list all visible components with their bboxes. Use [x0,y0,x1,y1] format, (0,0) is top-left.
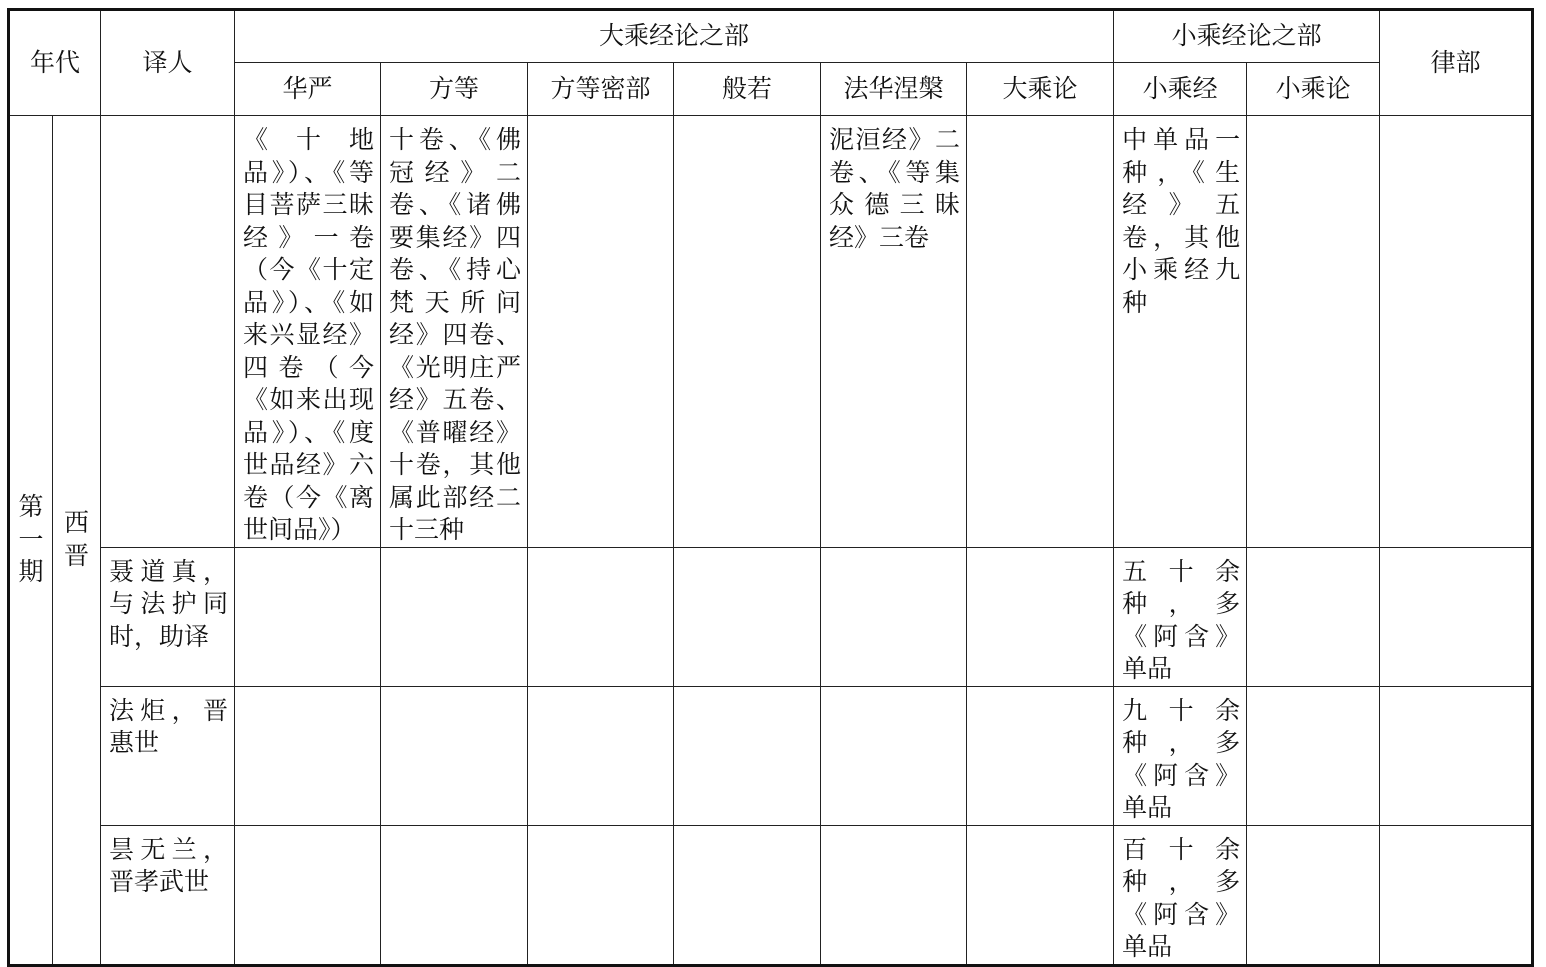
period-label: 第一期 [18,492,44,586]
fangdeng-mi-cell [528,825,674,965]
fangdeng-cell [381,825,528,965]
xiaosheng-lun-cell [1247,686,1380,825]
dasheng-lun-cell [967,547,1114,686]
lv-cell [1380,825,1533,965]
dasheng-lun-cell [967,825,1114,965]
xiaosheng-lun-cell [1247,116,1380,548]
lv-cell [1380,686,1533,825]
huayan-cell [235,547,381,686]
fangdeng-mi-cell [528,686,674,825]
translator-cell [101,116,235,548]
header-mahayana-group: 大乘经论之部 [235,10,1114,63]
table-row [9,116,1533,548]
header-vinaya: 律部 [1380,10,1533,116]
table-row [9,547,1533,686]
table-row [9,825,1533,965]
header-hinayana-group: 小乘经论之部 [1114,10,1380,63]
fangdeng-cell [381,686,528,825]
bore-cell [674,825,821,965]
huayan-cell [235,686,381,825]
header-fangdeng: 方等 [381,63,528,116]
xiaosheng-jing-cell: 百十余种，多《阿含》单品 [1114,825,1247,965]
fangdeng-cell: 十卷、《佛冠经》二卷、《诸佛要集经》四卷、《持心梵天所问经》四卷、《光明庄严经》五卷、《普曜经》十卷，其他属此部经二十三种 [381,116,528,548]
lv-cell [1380,547,1533,686]
fahua-niepan-cell [821,825,967,965]
fangdeng-cell [381,547,528,686]
xiaosheng-lun-cell [1247,547,1380,686]
huayan-cell: 《十地品》）、《等目菩萨三昧经》一卷（今《十定品》）、《如来兴显经》四卷（今《如来出现品》）、《度世品经》六卷（今《离世间品》） [235,116,381,548]
xiaosheng-jing-cell: 中单品一种，《生经》五卷，其他小乘经九种 [1114,116,1247,548]
huayan-cell [235,825,381,965]
lv-cell [1380,116,1533,548]
dynasty-cell [53,116,101,966]
period-cell [9,116,53,966]
fahua-niepan-cell [821,686,967,825]
header-huayan: 华严 [235,63,381,116]
fangdeng-mi-cell [528,116,674,548]
bore-cell [674,547,821,686]
header-xiaosheng-jing: 小乘经 [1114,63,1247,116]
fahua-niepan-cell: 泥洹经》二卷、《等集众德三昧经》三卷 [821,116,967,548]
xiaosheng-jing-cell: 九十余种，多《阿含》单品 [1114,686,1247,825]
table-row [9,686,1533,825]
header-fahua-niepan: 法华涅槃 [821,63,967,116]
bore-cell [674,686,821,825]
dasheng-lun-cell [967,116,1114,548]
header-era: 年代 [9,10,101,116]
header-dasheng-lun: 大乘论 [967,63,1114,116]
translator-cell: 昙无兰，晋孝武世 [101,825,235,965]
dasheng-lun-cell [967,686,1114,825]
translator-cell: 聂道真，与法护同时，助译 [101,547,235,686]
xiaosheng-lun-cell [1247,825,1380,965]
header-bore: 般若 [674,63,821,116]
xiaosheng-jing-cell: 五十余种，多《阿含》单品 [1114,547,1247,686]
header-xiaosheng-lun: 小乘论 [1247,63,1380,116]
translator-cell: 法炬，晋惠世 [101,686,235,825]
header-fangdeng-mi: 方等密部 [528,63,674,116]
fahua-niepan-cell [821,547,967,686]
sutra-translation-table [7,8,1534,967]
bore-cell [674,116,821,548]
header-translator: 译人 [101,10,235,116]
dynasty-label: 西晋 [63,508,89,570]
fangdeng-mi-cell [528,547,674,686]
